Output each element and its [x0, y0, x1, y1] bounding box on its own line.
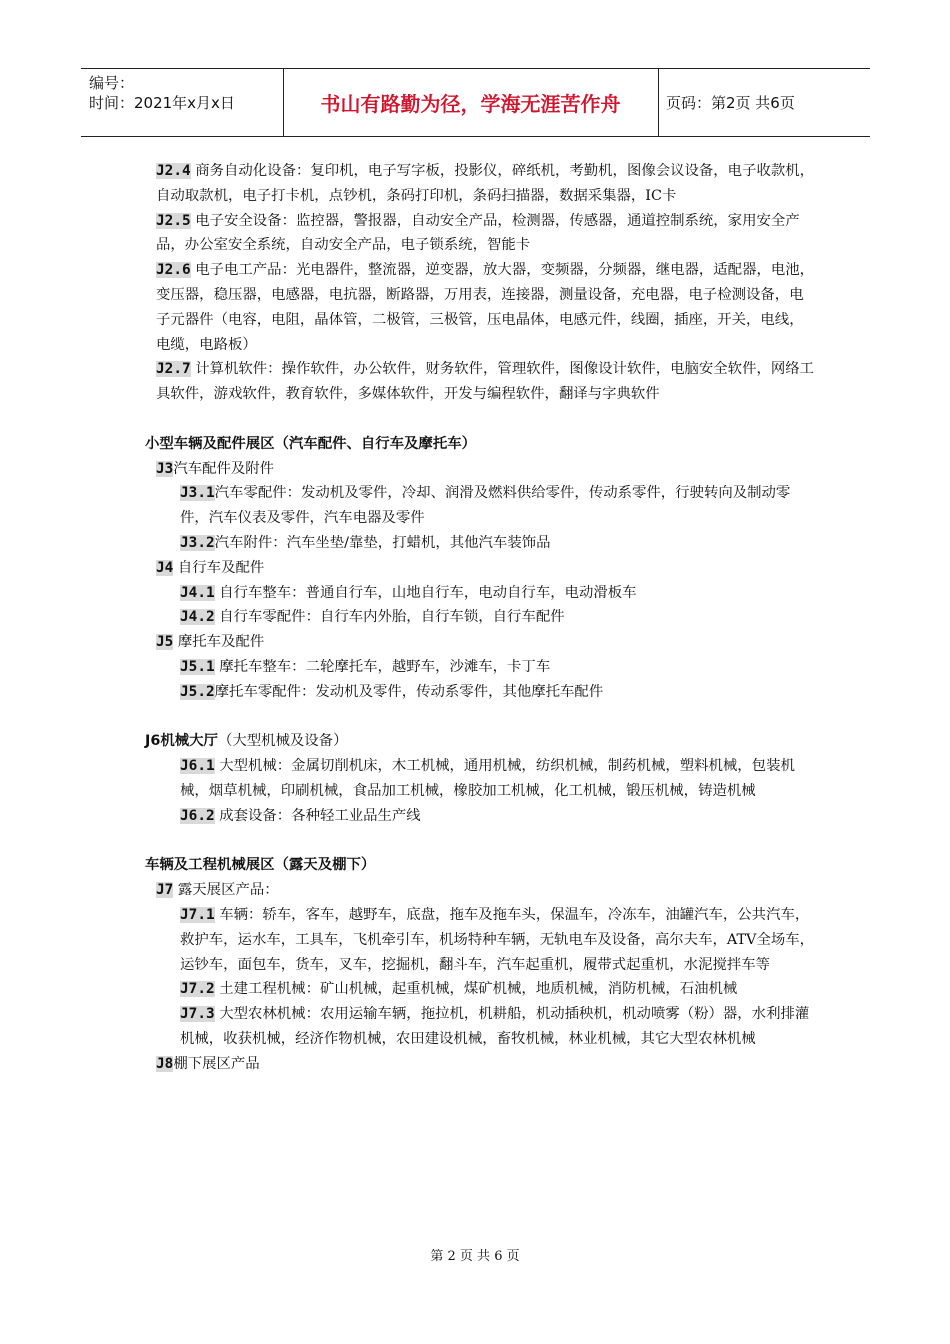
- item-code: J4.2: [180, 609, 215, 626]
- item-j4: [145, 556, 815, 581]
- header-page-info: 页码：第2页 共6页: [666, 94, 795, 112]
- item-text: 土建工程机械：矿山机械，起重机械，煤矿机械，地质机械，消防机械，石油机械: [214, 981, 738, 998]
- item-j2-6: [145, 258, 815, 357]
- header-meta: [89, 73, 279, 113]
- section-heading-bold: J6机械大厅: [145, 733, 218, 750]
- item-code: J7.2: [180, 981, 215, 998]
- item-code: J7: [156, 882, 174, 899]
- item-text: 计算机软件：操作软件，办公软件，财务软件，管理软件，图像设计软件，电脑安全软件，网络工具软件，游戏软件，教育软件，多媒体软件，开发与编程软件，翻译与字典软件: [156, 361, 815, 403]
- item-text: 商务自动化设备：复印机，电子写字板，投影仪，碎纸机，考勤机，图像会议设备，电子收款机，自动取款机，电子打卡机，点钞机，条码打印机，条码扫描器，数据采集器，IC卡: [156, 163, 815, 204]
- item-code: J2.7: [156, 361, 191, 378]
- item-code: J4: [156, 559, 174, 576]
- section-heading-machinery-hall: [145, 729, 815, 754]
- header-divider: [658, 69, 659, 136]
- item-j7-1: [145, 903, 815, 977]
- item-j7: [145, 878, 815, 903]
- item-j2-5: [145, 209, 815, 259]
- item-j6-2: [145, 804, 815, 829]
- item-code: J5.2: [180, 683, 215, 700]
- item-code: J7.1: [180, 906, 215, 923]
- item-code: J2.6: [156, 262, 191, 279]
- page-footer: 第 2 页 共 6 页: [430, 1249, 520, 1264]
- page-header: [81, 68, 870, 137]
- item-text: 摩托车零配件：发动机及零件，传动系零件，其他摩托车配件: [214, 683, 604, 700]
- item-code: J3.1: [180, 485, 215, 502]
- item-j4-2: [145, 605, 815, 630]
- item-text: 摩托车整车：二轮摩托车，越野车，沙滩车，卡丁车: [214, 658, 551, 675]
- item-j5-2: [145, 680, 815, 705]
- item-text: 自行车零配件：自行车内外胎，自行车锁，自行车配件: [214, 609, 565, 626]
- item-j8: [145, 1052, 815, 1077]
- item-code: J6.2: [180, 807, 215, 824]
- item-j2-4: [145, 159, 815, 209]
- item-j3-2: [145, 531, 815, 556]
- spacer: [145, 705, 815, 730]
- section-heading-small-vehicles: 小型车辆及配件展区（汽车配件、自行车及摩托车）: [145, 435, 476, 452]
- document-body: [145, 159, 815, 1076]
- item-text: 车辆：轿车，客车，越野车，底盘，拖车及拖车头，保温车，冷冻车，油罐汽车，公共汽车，救护车，运水车，工具车，飞机牵引车，机场特种车辆，无轨电车及设备，高尔夫车，ATV全场车，运钞车，面包车，货车，叉车，挖掘机，翻斗车，汽车起重机，履带式起重机，水泥搅拌车等: [180, 906, 815, 973]
- item-j6-1: [145, 754, 815, 804]
- header-motto: 书山有路勤为径，学海无涯苦作舟: [320, 92, 621, 116]
- item-code: J3.2: [180, 534, 215, 551]
- item-j4-1: [145, 581, 815, 606]
- item-code: J3: [156, 460, 174, 477]
- item-code: J2.4: [156, 163, 191, 179]
- item-text: 汽车配件及附件: [173, 460, 275, 477]
- item-text: 汽车附件：汽车坐垫/靠垫，打蜡机，其他汽车装饰品: [214, 534, 551, 551]
- section-heading-rest: （大型机械及设备）: [217, 733, 348, 750]
- item-text: 自行车及配件: [173, 559, 265, 576]
- item-text: 成套设备：各种轻工业品生产线: [214, 807, 421, 824]
- item-j2-7: [145, 357, 815, 407]
- item-code: J5: [156, 634, 174, 651]
- item-j3: [145, 457, 815, 482]
- item-j7-2: [145, 977, 815, 1002]
- item-code: J7.3: [180, 1006, 215, 1023]
- item-text: 露天展区产品：: [173, 882, 279, 899]
- item-code: J4.1: [180, 584, 215, 601]
- item-text: 电子电工产品：光电器件，整流器，逆变器，放大器，变频器，分频器，继电器，适配器，电池，变压器，稳压器，电感器，电抗器，断路器，万用表，连接器，测量设备，充电器，电子检测设备，电子元器件（电容，电阻，晶体管，二极管，三极管，压电晶体，电感元件，线圈，插座，开关，电线，电缆，电路板）: [156, 262, 815, 353]
- item-code: J8: [156, 1055, 174, 1072]
- spacer: [145, 829, 815, 854]
- item-code: J5.1: [180, 658, 215, 675]
- item-j7-3: [145, 1002, 815, 1052]
- item-text: 大型农林机械：农用运输车辆，拖拉机，机耕船，机动插秧机，机动喷雾（粉）器，水利排灌机械，收获机械，经济作物机械，农田建设机械，畜牧机械，林业机械，其它大型农林机械: [180, 1006, 810, 1047]
- item-text: 棚下展区产品: [173, 1055, 260, 1072]
- section-heading-vehicles-engineering: 车辆及工程机械展区（露天及棚下）: [145, 857, 376, 874]
- item-text: 摩托车及配件: [173, 634, 265, 651]
- item-text: 大型机械：金属切削机床，木工机械，通用机械，纺织机械，制药机械，塑料机械，包装机械，烟草机械，印刷机械，食品加工机械，橡胶加工机械，化工机械，锻压机械，铸造机械: [180, 758, 795, 799]
- item-j5-1: [145, 655, 815, 680]
- item-text: 汽车零配件：发动机及零件，冷却、润滑及燃料供给零件，传动系零件，行驶转向及制动零件，汽车仪表及零件，汽车电器及零件: [180, 485, 791, 527]
- item-text: 电子安全设备：监控器，警报器，自动安全产品，检测器，传感器，通道控制系统，家用安全产品，办公室安全系统，自动安全产品，电子锁系统，智能卡: [156, 212, 800, 254]
- item-text: 自行车整车：普通自行车，山地自行车，电动自行车，电动滑板车: [214, 584, 637, 601]
- item-code: J6.1: [180, 758, 215, 775]
- item-j5: [145, 630, 815, 655]
- spacer: [145, 407, 815, 432]
- item-code: J2.5: [156, 212, 191, 229]
- document-number-label: 编号：: [89, 74, 135, 92]
- document-time-label: 时间：2021年x月x日: [89, 94, 235, 112]
- item-j3-1: [145, 481, 815, 531]
